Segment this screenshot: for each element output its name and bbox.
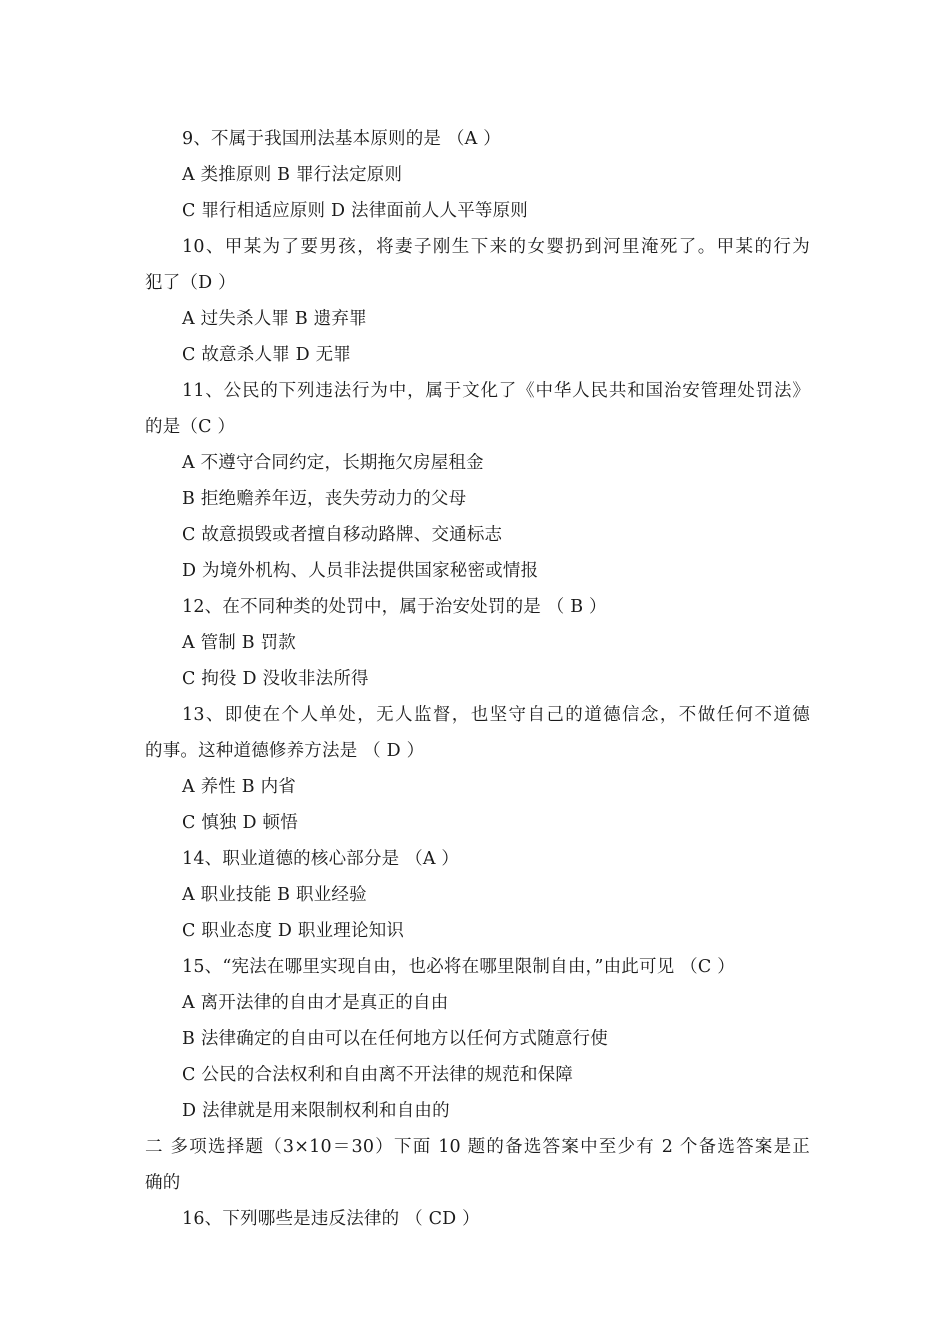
question-14-options-ab: A 职业技能 B 职业经验 <box>182 885 367 905</box>
question-9-options-cd: C 罪行相适应原则 D 法律面前人人平等原则 <box>182 201 529 221</box>
question-15-option-a: A 离开法律的自由才是真正的自由 <box>182 993 449 1013</box>
question-13-options-cd: C 慎独 D 顿悟 <box>182 813 298 833</box>
question-11-option-c: C 故意损毁或者擅自移动路牌、交通标志 <box>182 525 503 545</box>
question-15-option-c: C 公民的合法权利和自由离不开法律的规范和保障 <box>182 1065 574 1085</box>
question-15-stem: 15、“宪法在哪里实现自由，也必将在哪里限制自由，”由此可见 （C ） <box>182 957 735 977</box>
question-15-option-d: D 法律就是用来限制权利和自由的 <box>182 1101 450 1121</box>
question-16-stem: 16、下列哪些是违反法律的 （ CD ） <box>182 1209 480 1229</box>
question-11-option-a: A 不遵守合同约定，长期拖欠房屋租金 <box>182 453 484 473</box>
question-11-option-b: B 拒绝赡养年迈，丧失劳动力的父母 <box>182 489 467 509</box>
section-2-heading-continued: 确的 <box>145 1173 181 1193</box>
document-page <box>145 121 810 1237</box>
question-11-option-d: D 为境外机构、人员非法提供国家秘密或情报 <box>182 561 539 581</box>
question-11-stem: 11、公民的下列违法行为中，属于文化了《中华人民共和国治安管理处罚法》 <box>182 381 810 401</box>
question-10-stem-continued: 犯了（D ） <box>145 273 236 293</box>
question-13-stem: 13、即使在个人单处，无人监督，也坚守自己的道德信念，不做任何不道德 <box>182 705 810 725</box>
question-13-stem-continued: 的事。这种道德修养方法是 （ D ） <box>145 741 425 761</box>
question-9-stem: 9、不属于我国刑法基本原则的是 （A ） <box>182 129 501 149</box>
question-14-stem: 14、职业道德的核心部分是 （A ） <box>182 849 460 869</box>
question-12-options-ab: A 管制 B 罚款 <box>182 633 296 653</box>
question-14-options-cd: C 职业态度 D 职业理论知识 <box>182 921 405 941</box>
question-13-options-ab: A 养性 B 内省 <box>182 777 296 797</box>
question-12-stem: 12、在不同种类的处罚中，属于治安处罚的是 （ B ） <box>182 597 607 617</box>
question-10-options-cd: C 故意杀人罪 D 无罪 <box>182 345 352 365</box>
section-2-heading: 二 多项选择题（3×10＝30）下面 10 题的备选答案中至少有 2 个备选答案是正 <box>145 1137 810 1157</box>
question-12-options-cd: C 拘役 D 没收非法所得 <box>182 669 369 689</box>
question-15-option-b: B 法律确定的自由可以在任何地方以任何方式随意行使 <box>182 1029 608 1049</box>
question-10-stem: 10、甲某为了要男孩，将妻子刚生下来的女婴扔到河里淹死了。甲某的行为 <box>182 237 810 257</box>
question-11-stem-continued: 的是（C ） <box>145 417 236 437</box>
question-9-options-ab: A 类推原则 B 罪行法定原则 <box>182 165 403 185</box>
question-10-options-ab: A 过失杀人罪 B 遗弃罪 <box>182 309 367 329</box>
